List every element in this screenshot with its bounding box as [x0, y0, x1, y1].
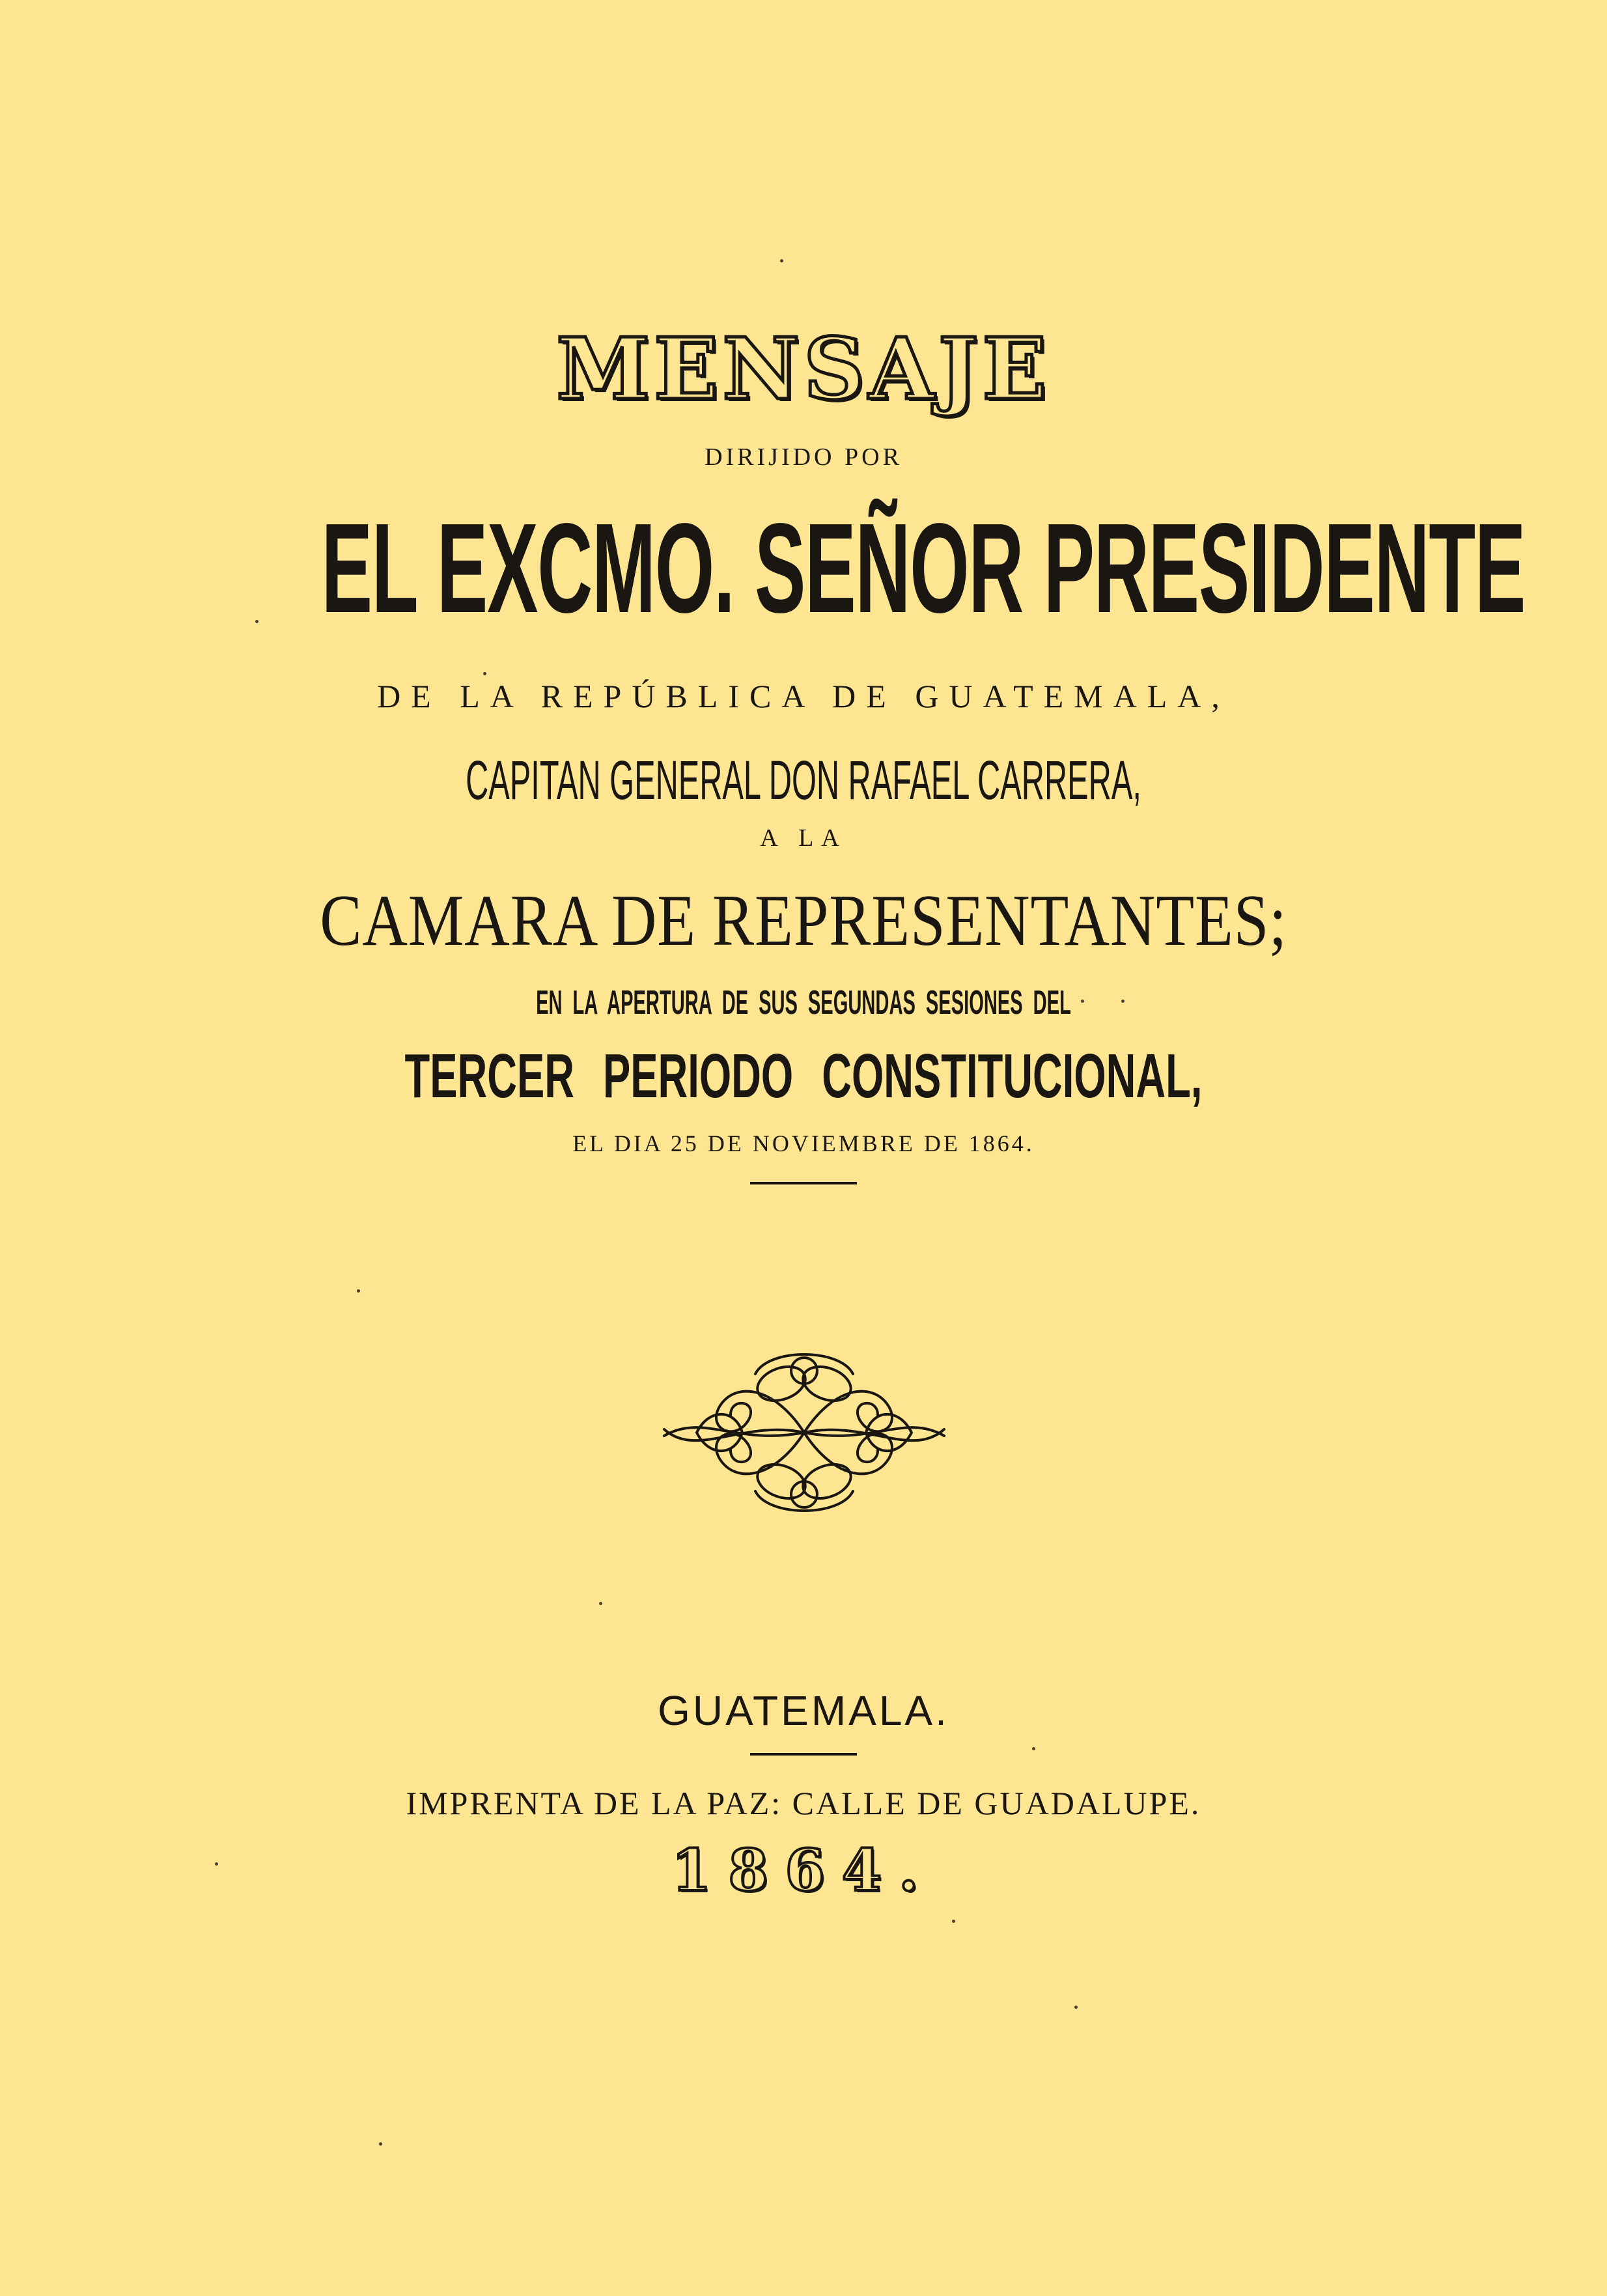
paper-speck [357, 1289, 360, 1293]
republica-line: DE LA REPÚBLICA DE GUATEMALA, [377, 678, 1230, 714]
periodo-heading: TERCER PERIODO CONSTITUCIONAL, [404, 1041, 1203, 1111]
imprint-divider-rule [750, 1753, 857, 1756]
dirijido-por-text: DIRIJIDO POR [705, 443, 902, 471]
capitan-general-line: CAPITAN GENERAL DON RAFAEL CARRERA, [466, 749, 1141, 811]
date-line: EL DIA 25 DE NOVIEMBRE DE 1864. [572, 1130, 1035, 1156]
paper-speck [1121, 1000, 1125, 1003]
paper-speck [255, 620, 259, 623]
paper-speck [1032, 1747, 1035, 1750]
paper-speck [215, 1862, 218, 1866]
paper-speck [379, 2142, 382, 2146]
divider-rule [750, 1182, 857, 1184]
a-la-text: A LA [760, 824, 847, 852]
presidente-title: EL EXCMO. SEÑOR PRESIDENTE [321, 497, 1526, 639]
printer-line: IMPRENTA DE LA PAZ: CALLE DE GUADALUPE. [406, 1785, 1201, 1821]
paper-speck [1074, 2006, 1078, 2009]
camara-heading: CAMARA DE REPRESENTANTES; [320, 880, 1287, 961]
city-heading: GUATEMALA. [658, 1687, 949, 1734]
paper-speck [780, 259, 783, 262]
paper-speck [483, 672, 486, 675]
apertura-line: EN LA APERTURA DE SUS SEGUNDAS SESIONES DEL [536, 984, 1071, 1022]
paper-speck [1081, 1000, 1084, 1003]
publication-year: 1864. [671, 1836, 936, 1904]
flourish-ornament-icon [658, 1335, 951, 1530]
mensaje-heading: MENSAJE [556, 319, 1051, 419]
paper-speck [599, 1602, 602, 1605]
paper-speck [952, 1920, 955, 1923]
